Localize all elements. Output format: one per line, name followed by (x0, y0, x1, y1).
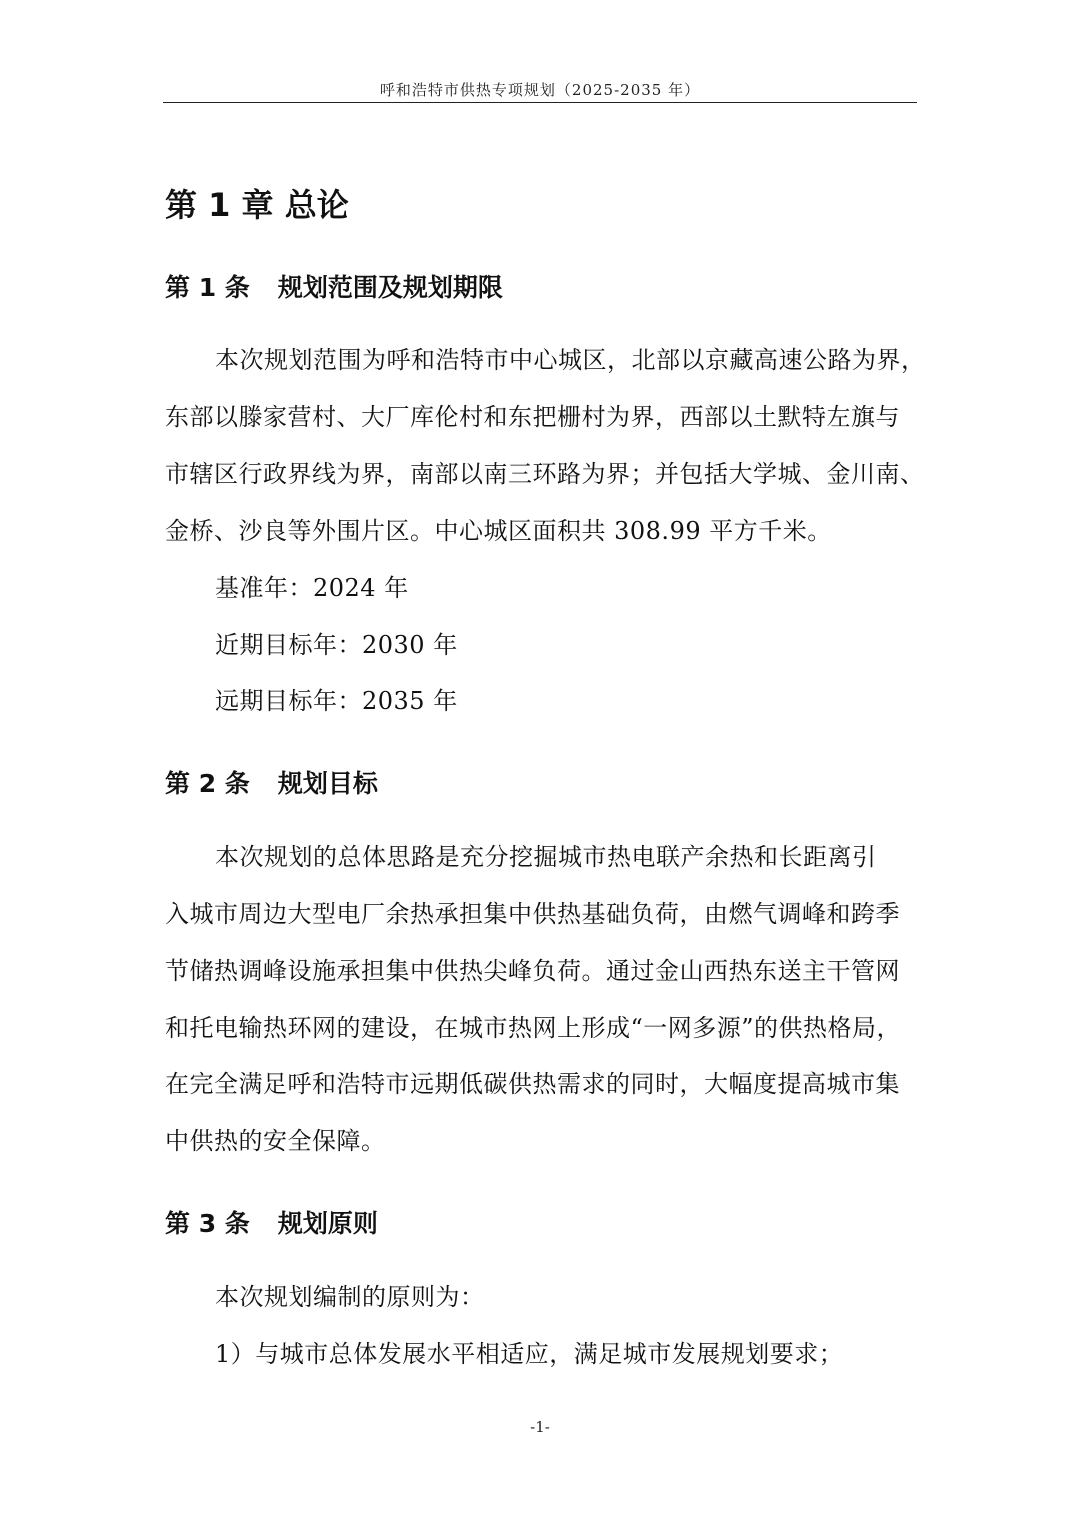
paragraph-line: 本次规划编制的原则为： (215, 1283, 485, 1311)
article-number: 第 1 条 (165, 273, 250, 302)
page-number: -1- (530, 1418, 550, 1436)
article-number: 第 3 条 (165, 1209, 250, 1238)
paragraph-line: 中供热的安全保障。 (165, 1127, 386, 1155)
paragraph-line: 本次规划的总体思路是充分挖掘城市热电联产余热和长距离引 (215, 843, 877, 871)
paragraph-line: 金桥、沙良等外围片区。中心城区面积共 308.99 平方千米。 (165, 517, 832, 545)
article-title: 规划原则 (277, 1209, 378, 1238)
article-3-heading (165, 1204, 378, 1240)
list-item: 1）与城市总体发展水平相适应，满足城市发展规划要求； (215, 1340, 844, 1368)
paragraph-line: 东部以滕家营村、大厂库伦村和东把栅村为界，西部以土默特左旗与 (165, 403, 900, 431)
paragraph-line: 在完全满足呼和浩特市远期低碳供热需求的同时，大幅度提高城市集 (165, 1070, 900, 1098)
long-term-year: 远期目标年：2035 年 (215, 687, 458, 715)
base-year: 基准年：2024 年 (215, 574, 409, 602)
article-title: 规划范围及规划期限 (277, 273, 503, 302)
running-header: 呼和浩特市供热专项规划（2025-2035 年） (379, 81, 701, 99)
header-rule (163, 102, 917, 103)
article-1-heading (165, 268, 503, 304)
paragraph-line: 市辖区行政界线为界，南部以南三环路为界；并包括大学城、金川南、 (165, 460, 925, 488)
article-title: 规划目标 (277, 769, 378, 798)
paragraph-line: 本次规划范围为呼和浩特市中心城区，北部以京藏高速公路为界， (215, 346, 926, 374)
paragraph-line: 入城市周边大型电厂余热承担集中供热基础负荷，由燃气调峰和跨季 (165, 900, 900, 928)
article-number: 第 2 条 (165, 769, 250, 798)
chapter-title: 第 1 章 总论 (165, 186, 349, 224)
article-2-heading (165, 764, 378, 800)
paragraph-line: 节储热调峰设施承担集中供热尖峰负荷。通过金山西热东送主干管网 (165, 957, 900, 985)
paragraph-line: 和托电输热环网的建设，在城市热网上形成“一网多源”的供热格局， (165, 1014, 902, 1042)
near-term-year: 近期目标年：2030 年 (215, 631, 458, 659)
